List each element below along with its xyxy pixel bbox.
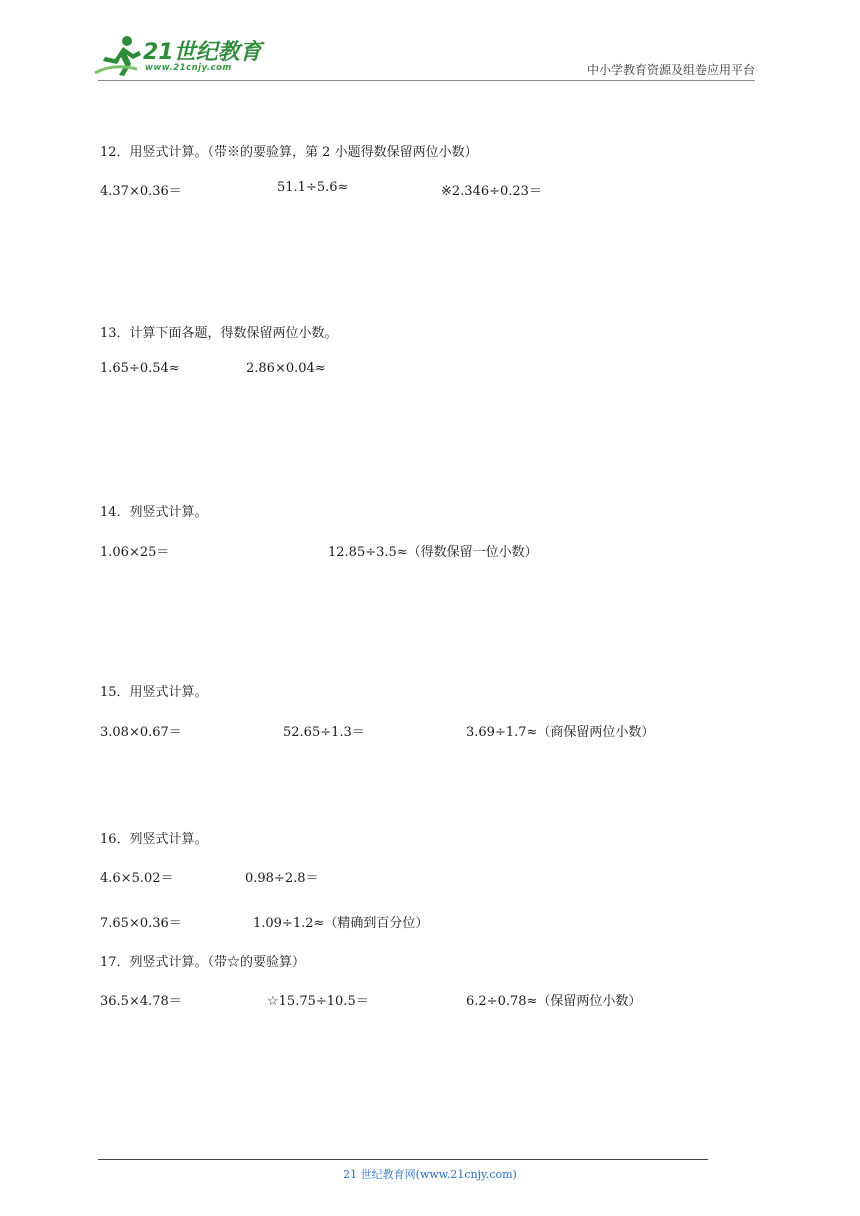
header-divider	[98, 80, 755, 81]
question-15-title: 15．用竖式计算。	[100, 685, 208, 700]
question-16-title: 16．列竖式计算。	[100, 832, 208, 847]
question-16-expr-4: 1.09÷1.2≈（精确到百分位）	[253, 916, 429, 931]
question-17-expr-2: ☆15.75÷10.5＝	[267, 994, 369, 1009]
logo-url: www.21cnjy.com	[145, 63, 232, 73]
question-14-expr-1: 1.06×25＝	[100, 545, 170, 560]
footer-divider	[98, 1159, 708, 1160]
question-15-expr-2: 52.65÷1.3＝	[283, 725, 365, 740]
question-12-title: 12．用竖式计算。（带※的要验算，第 2 小题得数保留两位小数）	[100, 145, 478, 160]
question-16-expr-1: 4.6×5.02＝	[100, 871, 174, 886]
question-17-title: 17．列竖式计算。（带☆的要验算）	[100, 955, 306, 970]
question-12-expr-1: 4.37×0.36＝	[100, 184, 182, 199]
page-header	[0, 0, 860, 90]
logo-text: 21世纪教育	[143, 40, 262, 65]
question-14-expr-2: 12.85÷3.5≈（得数保留一位小数）	[328, 545, 538, 560]
question-13-title: 13．计算下面各题，得数保留两位小数。	[100, 326, 338, 341]
question-13-expr-1: 1.65÷0.54≈	[100, 361, 180, 376]
runner-logo-icon	[93, 33, 149, 79]
header-platform-text: 中小学教育资源及组卷应用平台	[586, 63, 755, 77]
question-17-expr-1: 36.5×4.78＝	[100, 994, 182, 1009]
question-14-title: 14．列竖式计算。	[100, 505, 208, 520]
question-12-expr-3: ※2.346÷0.23＝	[441, 184, 542, 199]
question-17-expr-3: 6.2÷0.78≈（保留两位小数）	[466, 994, 642, 1009]
question-15-expr-3: 3.69÷1.7≈（商保留两位小数）	[466, 725, 655, 740]
footer-site-link[interactable]: 21 世纪教育网(www.21cnjy.com)	[343, 1168, 517, 1181]
question-16-expr-3: 7.65×0.36＝	[100, 916, 182, 931]
question-15-expr-1: 3.08×0.67＝	[100, 725, 182, 740]
question-12-expr-2: 51.1÷5.6≈	[277, 180, 349, 195]
site-logo[interactable]	[93, 33, 263, 79]
question-16-expr-2: 0.98÷2.8＝	[245, 871, 319, 886]
question-13-expr-2: 2.86×0.04≈	[246, 361, 326, 376]
